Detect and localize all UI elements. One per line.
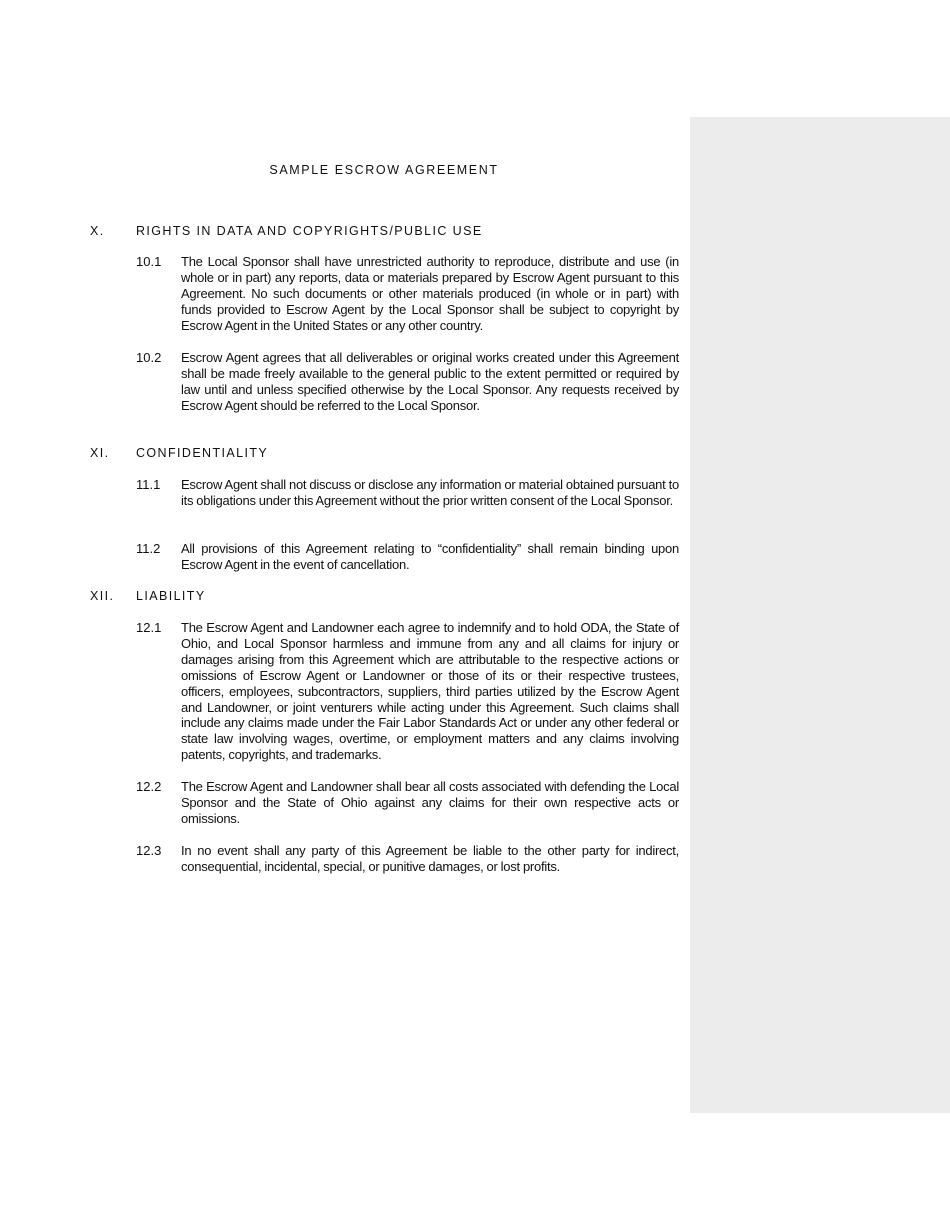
section-title: RIGHTS IN DATA AND COPYRIGHTS/PUBLIC USE xyxy=(136,224,483,238)
clause-text: Escrow Agent shall not discuss or disclose any information or material obtained pursuant to its obligations under this Agreement without the prior written consent of the Local Sponsor. xyxy=(181,477,679,508)
clause-10-2 xyxy=(136,350,679,414)
section-number: XII. xyxy=(90,589,115,603)
clause-number: 11.1 xyxy=(136,477,161,492)
clause-number: 12.3 xyxy=(136,843,162,858)
clause-number: 11.2 xyxy=(136,541,161,556)
section-number: XI. xyxy=(90,446,110,460)
clause-number: 12.1 xyxy=(136,620,162,635)
clause-number: 10.2 xyxy=(136,350,162,365)
clause-text: Escrow Agent agrees that all deliverables or original works created under this Agreement shall be made freely available to the general public to the extent permitted or required by law until and unless specified otherwise by the Local Sponsor. Any requests received by Escrow Agent should be referred to the Local Sponsor. xyxy=(181,350,679,413)
clause-text: In no event shall any party of this Agreement be liable to the other party for indirect, consequential, incidental, special, or punitive damages, or lost profits. xyxy=(181,843,679,874)
section-number: X. xyxy=(90,224,105,238)
document-title: SAMPLE ESCROW AGREEMENT xyxy=(269,163,499,177)
clause-11-1 xyxy=(136,477,679,509)
section-title: LIABILITY xyxy=(136,589,206,603)
clause-text: The Escrow Agent and Landowner each agree to indemnify and to hold ODA, the State of Ohio, and Local Sponsor harmless and immune from any and all claims for injury or damages arising from this Agreement which are attributable to the respective actions or omissions of Escrow Agent or Landowner or those of its or their respective trustees, officers, employees, subcontractors, suppliers, third parties utilized by the Escrow Agent and Landowner, or joint venturers while acting under this Agreement. Such claims shall include any claims made under the Fair Labor Standards Act or under any other federal or state law involving wages, overtime, or employment matters and any claims involving patents, copyrights, and trademarks. xyxy=(181,620,679,763)
clause-12-2 xyxy=(136,779,679,827)
clause-number: 10.1 xyxy=(136,254,162,269)
clause-10-1 xyxy=(136,254,679,334)
clause-number: 12.2 xyxy=(136,779,162,794)
comment-margin-pane xyxy=(690,117,950,1113)
clause-12-1 xyxy=(136,620,679,763)
clause-12-3 xyxy=(136,843,679,875)
section-title: CONFIDENTIALITY xyxy=(136,446,269,460)
clause-11-2 xyxy=(136,541,679,573)
clause-text: All provisions of this Agreement relating to “confidentiality” shall remain binding upon Escrow Agent in the event of cancellation. xyxy=(181,541,679,572)
clause-text: The Local Sponsor shall have unrestricted authority to reproduce, distribute and use (in whole or in part) any reports, data or materials prepared by Escrow Agent pursuant to this Agreement. No such documents or other materials produced (in whole or in part) with funds provided to Escrow Agent by the Local Sponsor shall be subject to copyright by Escrow Agent in the United States or any other country. xyxy=(181,254,679,333)
clause-text: The Escrow Agent and Landowner shall bear all costs associated with defending the Local Sponsor and the State of Ohio against any claims for their own respective acts or omissions. xyxy=(181,779,679,826)
